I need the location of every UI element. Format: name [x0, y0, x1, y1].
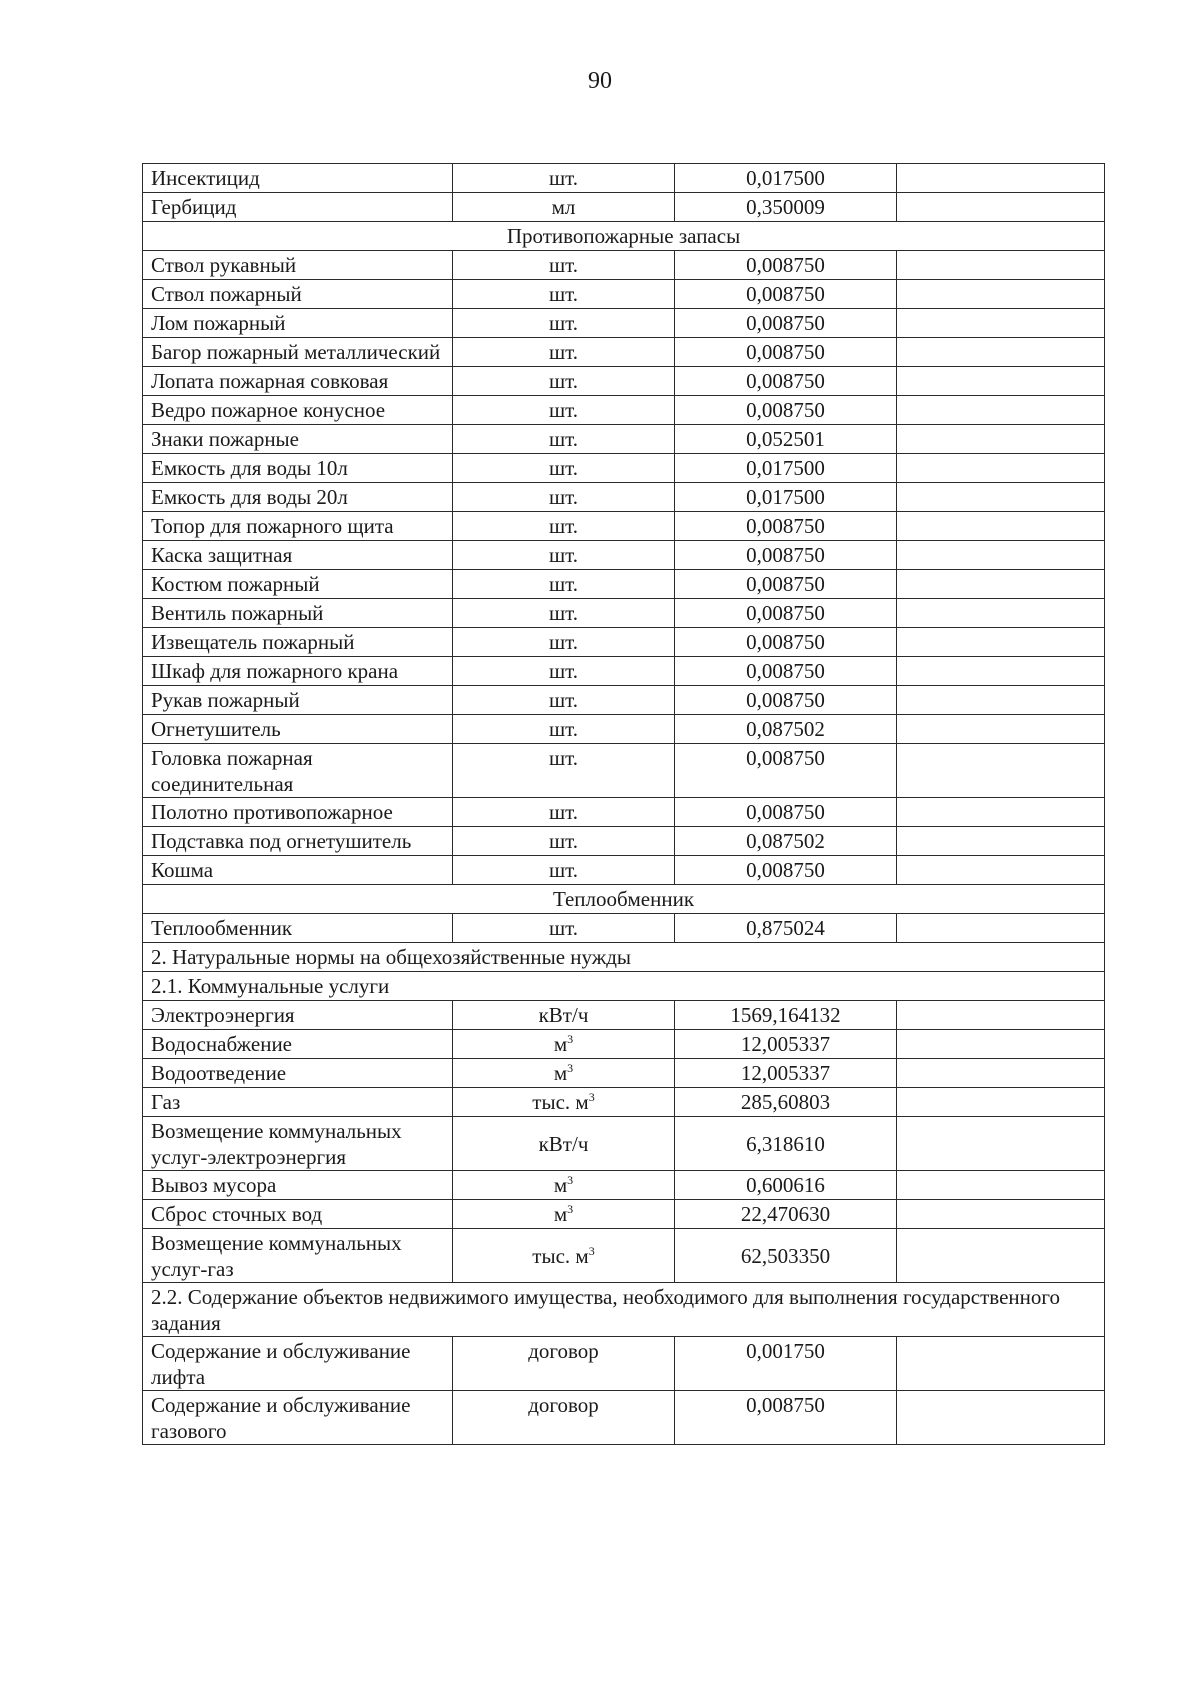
- unit-text: шт.: [548, 282, 579, 306]
- item-value: 0,350009: [675, 193, 897, 222]
- unit-exponent: 3: [588, 1090, 595, 1104]
- item-unit: [453, 512, 675, 541]
- unit-exponent: 3: [567, 1061, 574, 1075]
- item-unit: [453, 251, 675, 280]
- item-name: Ствол рукавный: [143, 251, 453, 280]
- item-unit: [453, 367, 675, 396]
- section-title: 2.2. Содержание объектов недвижимого имущества, необходимого для выполнения государственного задания: [143, 1283, 1105, 1337]
- empty-cell: [897, 193, 1105, 222]
- item-name: Содержание и обслуживание лифта: [143, 1337, 453, 1391]
- item-unit: [453, 483, 675, 512]
- item-name: Содержание и обслуживание газового: [143, 1391, 453, 1445]
- empty-cell: [897, 1391, 1105, 1445]
- unit-text: тыс. м: [532, 1090, 589, 1114]
- item-name: Багор пожарный металлический: [143, 338, 453, 367]
- norms-table-body: [143, 164, 1105, 1445]
- item-name: Водоснабжение: [143, 1030, 453, 1059]
- unit-text: шт.: [548, 166, 579, 190]
- item-value: 0,008750: [675, 309, 897, 338]
- item-value: 62,503350: [675, 1229, 897, 1283]
- table-row: [143, 715, 1105, 744]
- empty-cell: [897, 827, 1105, 856]
- empty-cell: [897, 338, 1105, 367]
- item-unit: [453, 715, 675, 744]
- empty-cell: [897, 1001, 1105, 1030]
- item-unit: [453, 686, 675, 715]
- unit-exponent: 3: [567, 1202, 574, 1216]
- empty-cell: [897, 628, 1105, 657]
- unit-text: шт.: [548, 829, 579, 853]
- table-row: [143, 1200, 1105, 1229]
- table-row: [143, 856, 1105, 885]
- unit-text: шт.: [548, 659, 579, 683]
- empty-cell: [897, 856, 1105, 885]
- item-unit: [453, 541, 675, 570]
- unit-text: шт.: [548, 340, 579, 364]
- table-row: [143, 1059, 1105, 1088]
- item-unit: [453, 1337, 675, 1391]
- item-name: Головка пожарная соединительная: [143, 744, 453, 798]
- empty-cell: [897, 454, 1105, 483]
- item-value: 0,001750: [675, 1337, 897, 1391]
- empty-cell: [897, 1229, 1105, 1283]
- item-name: Кошма: [143, 856, 453, 885]
- item-value: 0,017500: [675, 483, 897, 512]
- table-row: [143, 686, 1105, 715]
- item-unit: [453, 1117, 675, 1171]
- empty-cell: [897, 512, 1105, 541]
- item-value: 6,318610: [675, 1117, 897, 1171]
- item-value: 0,008750: [675, 628, 897, 657]
- item-value: 0,008750: [675, 541, 897, 570]
- empty-cell: [897, 280, 1105, 309]
- item-unit: [453, 628, 675, 657]
- unit-text: м: [553, 1202, 568, 1226]
- table-row: [143, 570, 1105, 599]
- item-name: Газ: [143, 1088, 453, 1117]
- item-name: Знаки пожарные: [143, 425, 453, 454]
- item-name: Гербицид: [143, 193, 453, 222]
- empty-cell: [897, 164, 1105, 193]
- empty-cell: [897, 367, 1105, 396]
- item-unit: [453, 744, 675, 798]
- table-row: [143, 280, 1105, 309]
- item-name: Вывоз мусора: [143, 1171, 453, 1200]
- item-name: Лом пожарный: [143, 309, 453, 338]
- item-value: 0,008750: [675, 396, 897, 425]
- unit-text: м: [553, 1061, 568, 1085]
- table-row: [143, 1391, 1105, 1445]
- table-row: [143, 1030, 1105, 1059]
- unit-text: м: [553, 1032, 568, 1056]
- item-value: 12,005337: [675, 1059, 897, 1088]
- item-value: 0,008750: [675, 338, 897, 367]
- table-row: [143, 1229, 1105, 1283]
- item-unit: [453, 599, 675, 628]
- unit-text: договор: [528, 1393, 599, 1417]
- item-unit: [453, 1030, 675, 1059]
- item-name: Ствол пожарный: [143, 280, 453, 309]
- item-value: 0,875024: [675, 914, 897, 943]
- empty-cell: [897, 483, 1105, 512]
- item-value: 0,008750: [675, 367, 897, 396]
- empty-cell: [897, 1200, 1105, 1229]
- table-row: [143, 454, 1105, 483]
- item-value: 0,008750: [675, 280, 897, 309]
- item-name: Костюм пожарный: [143, 570, 453, 599]
- item-name: Электроэнергия: [143, 1001, 453, 1030]
- table-row: [143, 657, 1105, 686]
- item-value: 0,008750: [675, 251, 897, 280]
- section-row: [143, 222, 1105, 251]
- item-value: 0,600616: [675, 1171, 897, 1200]
- item-unit: [453, 309, 675, 338]
- item-value: 0,008750: [675, 512, 897, 541]
- item-value: 0,017500: [675, 164, 897, 193]
- section-title: Теплообменник: [143, 885, 1105, 914]
- item-unit: [453, 914, 675, 943]
- table-row: [143, 1171, 1105, 1200]
- item-name: Каска защитная: [143, 541, 453, 570]
- item-value: 0,087502: [675, 827, 897, 856]
- item-unit: [453, 1200, 675, 1229]
- item-unit: [453, 1059, 675, 1088]
- item-unit: [453, 164, 675, 193]
- section-title: Противопожарные запасы: [143, 222, 1105, 251]
- item-unit: [453, 1171, 675, 1200]
- table-row: [143, 541, 1105, 570]
- item-name: Емкость для воды 20л: [143, 483, 453, 512]
- empty-cell: [897, 1030, 1105, 1059]
- table-row: [143, 628, 1105, 657]
- empty-cell: [897, 1117, 1105, 1171]
- empty-cell: [897, 599, 1105, 628]
- item-name: Лопата пожарная совковая: [143, 367, 453, 396]
- table-row: [143, 164, 1105, 193]
- empty-cell: [897, 744, 1105, 798]
- section-row: [143, 972, 1105, 1001]
- section-title: 2.1. Коммунальные услуги: [143, 972, 1105, 1001]
- item-unit: [453, 454, 675, 483]
- page-number: 90: [588, 68, 612, 94]
- empty-cell: [897, 657, 1105, 686]
- item-unit: [453, 193, 675, 222]
- unit-text: м: [553, 1173, 568, 1197]
- unit-text: шт.: [548, 253, 579, 277]
- table-row: [143, 1001, 1105, 1030]
- empty-cell: [897, 309, 1105, 338]
- unit-text: шт.: [548, 427, 579, 451]
- item-name: Шкаф для пожарного крана: [143, 657, 453, 686]
- unit-text: шт.: [548, 514, 579, 538]
- item-value: 0,052501: [675, 425, 897, 454]
- item-unit: [453, 827, 675, 856]
- item-value: 0,008750: [675, 599, 897, 628]
- item-value: 0,008750: [675, 856, 897, 885]
- item-value: 0,008750: [675, 1391, 897, 1445]
- item-unit: [453, 396, 675, 425]
- table-row: [143, 744, 1105, 798]
- empty-cell: [897, 1337, 1105, 1391]
- empty-cell: [897, 570, 1105, 599]
- item-unit: [453, 856, 675, 885]
- empty-cell: [897, 1088, 1105, 1117]
- table-row: [143, 1088, 1105, 1117]
- unit-text: шт.: [548, 456, 579, 480]
- item-value: 0,017500: [675, 454, 897, 483]
- unit-text: шт.: [548, 398, 579, 422]
- section-row: [143, 943, 1105, 972]
- item-unit: [453, 280, 675, 309]
- table-row: [143, 309, 1105, 338]
- table-row: [143, 827, 1105, 856]
- empty-cell: [897, 541, 1105, 570]
- item-unit: [453, 1229, 675, 1283]
- item-unit: [453, 657, 675, 686]
- item-value: 1569,164132: [675, 1001, 897, 1030]
- item-value: 0,008750: [675, 686, 897, 715]
- section-title: 2. Натуральные нормы на общехозяйственные нужды: [143, 943, 1105, 972]
- table-row: [143, 425, 1105, 454]
- item-name: Инсектицид: [143, 164, 453, 193]
- table-row: [143, 1337, 1105, 1391]
- item-name: Сброс сточных вод: [143, 1200, 453, 1229]
- empty-cell: [897, 798, 1105, 827]
- item-value: 0,008750: [675, 657, 897, 686]
- unit-text: кВт/ч: [538, 1003, 589, 1027]
- unit-exponent: 3: [588, 1244, 595, 1258]
- unit-text: шт.: [548, 858, 579, 882]
- item-value: 0,008750: [675, 798, 897, 827]
- section-row: [143, 1283, 1105, 1337]
- item-value: 0,008750: [675, 570, 897, 599]
- empty-cell: [897, 914, 1105, 943]
- empty-cell: [897, 1171, 1105, 1200]
- item-name: Возмещение коммунальных услуг-газ: [143, 1229, 453, 1283]
- unit-text: шт.: [548, 916, 579, 940]
- item-value: 285,60803: [675, 1088, 897, 1117]
- unit-text: шт.: [548, 369, 579, 393]
- table-row: [143, 914, 1105, 943]
- item-name: Теплообменник: [143, 914, 453, 943]
- unit-exponent: 3: [567, 1032, 574, 1046]
- item-value: 22,470630: [675, 1200, 897, 1229]
- table-row: [143, 798, 1105, 827]
- item-name: Огнетушитель: [143, 715, 453, 744]
- item-unit: [453, 425, 675, 454]
- item-name: Ведро пожарное конусное: [143, 396, 453, 425]
- unit-text: шт.: [548, 688, 579, 712]
- unit-text: кВт/ч: [538, 1132, 589, 1156]
- unit-text: мл: [551, 195, 576, 219]
- item-name: Полотно противопожарное: [143, 798, 453, 827]
- empty-cell: [897, 686, 1105, 715]
- item-value: 12,005337: [675, 1030, 897, 1059]
- table-row: [143, 251, 1105, 280]
- item-value: 0,087502: [675, 715, 897, 744]
- unit-text: договор: [528, 1339, 599, 1363]
- item-unit: [453, 338, 675, 367]
- unit-text: шт.: [548, 311, 579, 335]
- unit-exponent: 3: [567, 1173, 574, 1187]
- table-row: [143, 512, 1105, 541]
- item-unit: [453, 798, 675, 827]
- norms-table: [142, 163, 1105, 1445]
- item-name: Емкость для воды 10л: [143, 454, 453, 483]
- table-row: [143, 193, 1105, 222]
- item-unit: [453, 1391, 675, 1445]
- empty-cell: [897, 425, 1105, 454]
- item-unit: [453, 1088, 675, 1117]
- item-name: Водоотведение: [143, 1059, 453, 1088]
- table-row: [143, 599, 1105, 628]
- unit-text: шт.: [548, 572, 579, 596]
- unit-text: шт.: [548, 630, 579, 654]
- table-row: [143, 396, 1105, 425]
- table-row: [143, 338, 1105, 367]
- item-value: 0,008750: [675, 744, 897, 798]
- section-row: [143, 885, 1105, 914]
- empty-cell: [897, 1059, 1105, 1088]
- item-name: Рукав пожарный: [143, 686, 453, 715]
- unit-text: шт.: [548, 717, 579, 741]
- empty-cell: [897, 396, 1105, 425]
- item-unit: [453, 1001, 675, 1030]
- empty-cell: [897, 251, 1105, 280]
- table-row: [143, 1117, 1105, 1171]
- unit-text: шт.: [548, 543, 579, 567]
- empty-cell: [897, 715, 1105, 744]
- item-name: Возмещение коммунальных услуг-электроэнергия: [143, 1117, 453, 1171]
- unit-text: тыс. м: [532, 1244, 589, 1268]
- unit-text: шт.: [548, 800, 579, 824]
- table-row: [143, 483, 1105, 512]
- item-name: Вентиль пожарный: [143, 599, 453, 628]
- unit-text: шт.: [548, 601, 579, 625]
- item-name: Извещатель пожарный: [143, 628, 453, 657]
- item-name: Топор для пожарного щита: [143, 512, 453, 541]
- item-unit: [453, 570, 675, 599]
- unit-text: шт.: [548, 746, 579, 770]
- item-name: Подставка под огнетушитель: [143, 827, 453, 856]
- table-row: [143, 367, 1105, 396]
- unit-text: шт.: [548, 485, 579, 509]
